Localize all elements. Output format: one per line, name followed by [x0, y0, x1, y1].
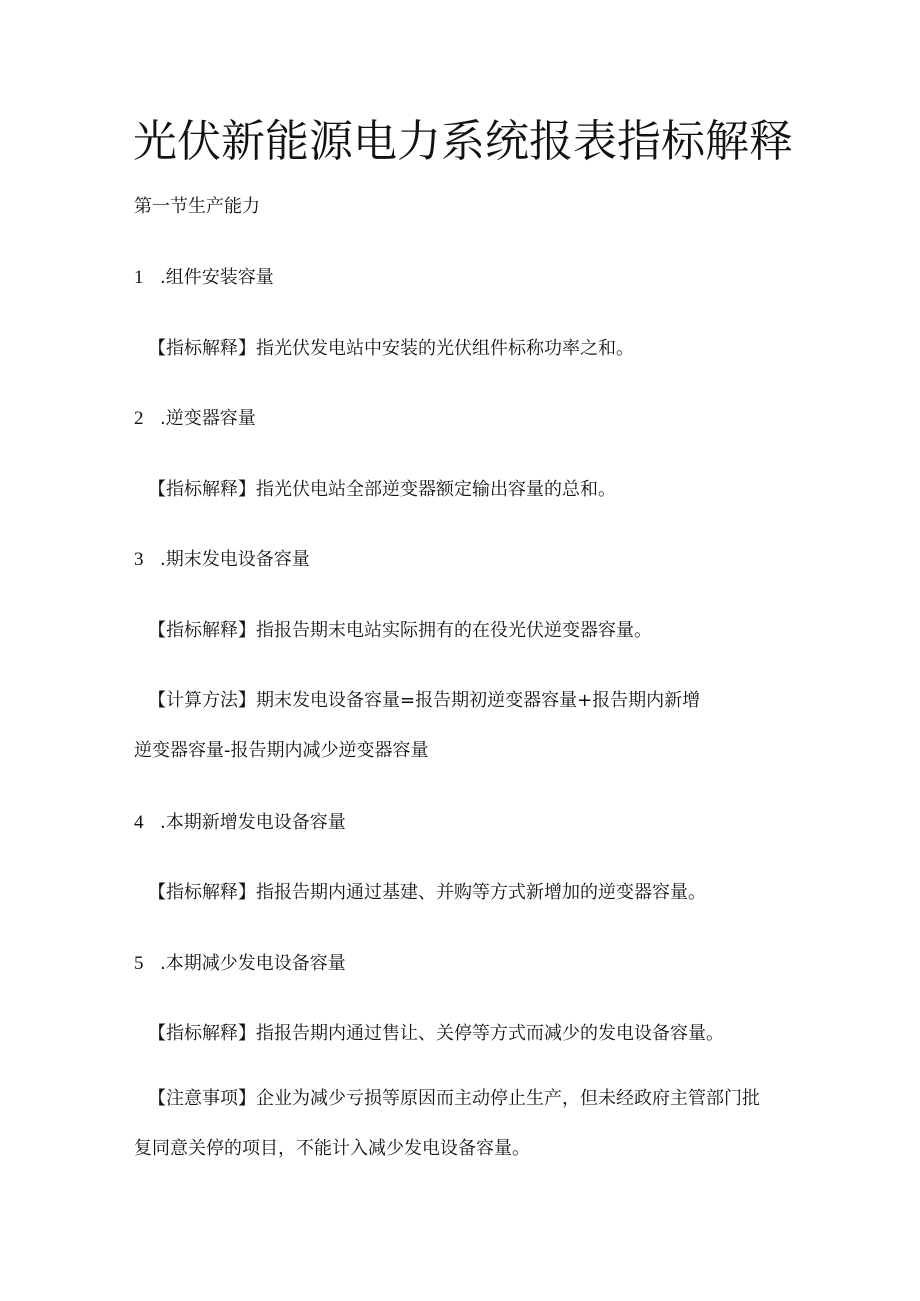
item-paragraph-continuation: 复同意关停的项目，不能计入减少发电设备容量。 — [134, 1138, 530, 1159]
item-heading — [134, 266, 274, 290]
item-heading — [134, 811, 346, 835]
item-paragraph: 【指标解释】指报告期内通过售让、关停等方式而减少的发电设备容量。 — [148, 1023, 724, 1044]
item-number: 4 — [134, 812, 144, 833]
item-number: 2 — [134, 408, 144, 429]
item-number: 1 — [134, 267, 144, 288]
item-heading-text: .本期新增发电设备容量 — [160, 812, 346, 833]
section-heading: 第一节生产能力 — [134, 196, 260, 217]
item-paragraph-continuation: 逆变器容量-报告期内减少逆变器容量 — [134, 740, 429, 761]
item-number: 3 — [134, 549, 144, 570]
document-title: 光伏新能源电力系统报表指标解释 — [133, 116, 793, 167]
item-paragraph: 【注意事项】企业为减少亏损等原因而主动停止生产，但未经政府主管部门批 — [148, 1088, 760, 1109]
item-number: 5 — [134, 953, 144, 974]
item-heading — [134, 407, 256, 431]
item-paragraph: 【计算方法】期末发电设备容量=报告期初逆变器容量+报告期内新增 — [148, 690, 701, 711]
item-heading-text: .逆变器容量 — [160, 408, 256, 429]
item-heading — [134, 952, 346, 976]
item-heading — [134, 548, 310, 572]
item-paragraph: 【指标解释】指报告期内通过基建、并购等方式新增加的逆变器容量。 — [148, 882, 706, 903]
item-heading-text: .本期减少发电设备容量 — [160, 953, 346, 974]
item-paragraph: 【指标解释】指报告期末电站实际拥有的在役光伏逆变器容量。 — [148, 620, 652, 641]
item-paragraph: 【指标解释】指光伏发电站中安装的光伏组件标称功率之和。 — [148, 338, 634, 359]
item-paragraph: 【指标解释】指光伏电站全部逆变器额定输出容量的总和。 — [148, 479, 616, 500]
item-heading-text: .组件安装容量 — [160, 267, 274, 288]
item-heading-text: .期末发电设备容量 — [160, 549, 310, 570]
